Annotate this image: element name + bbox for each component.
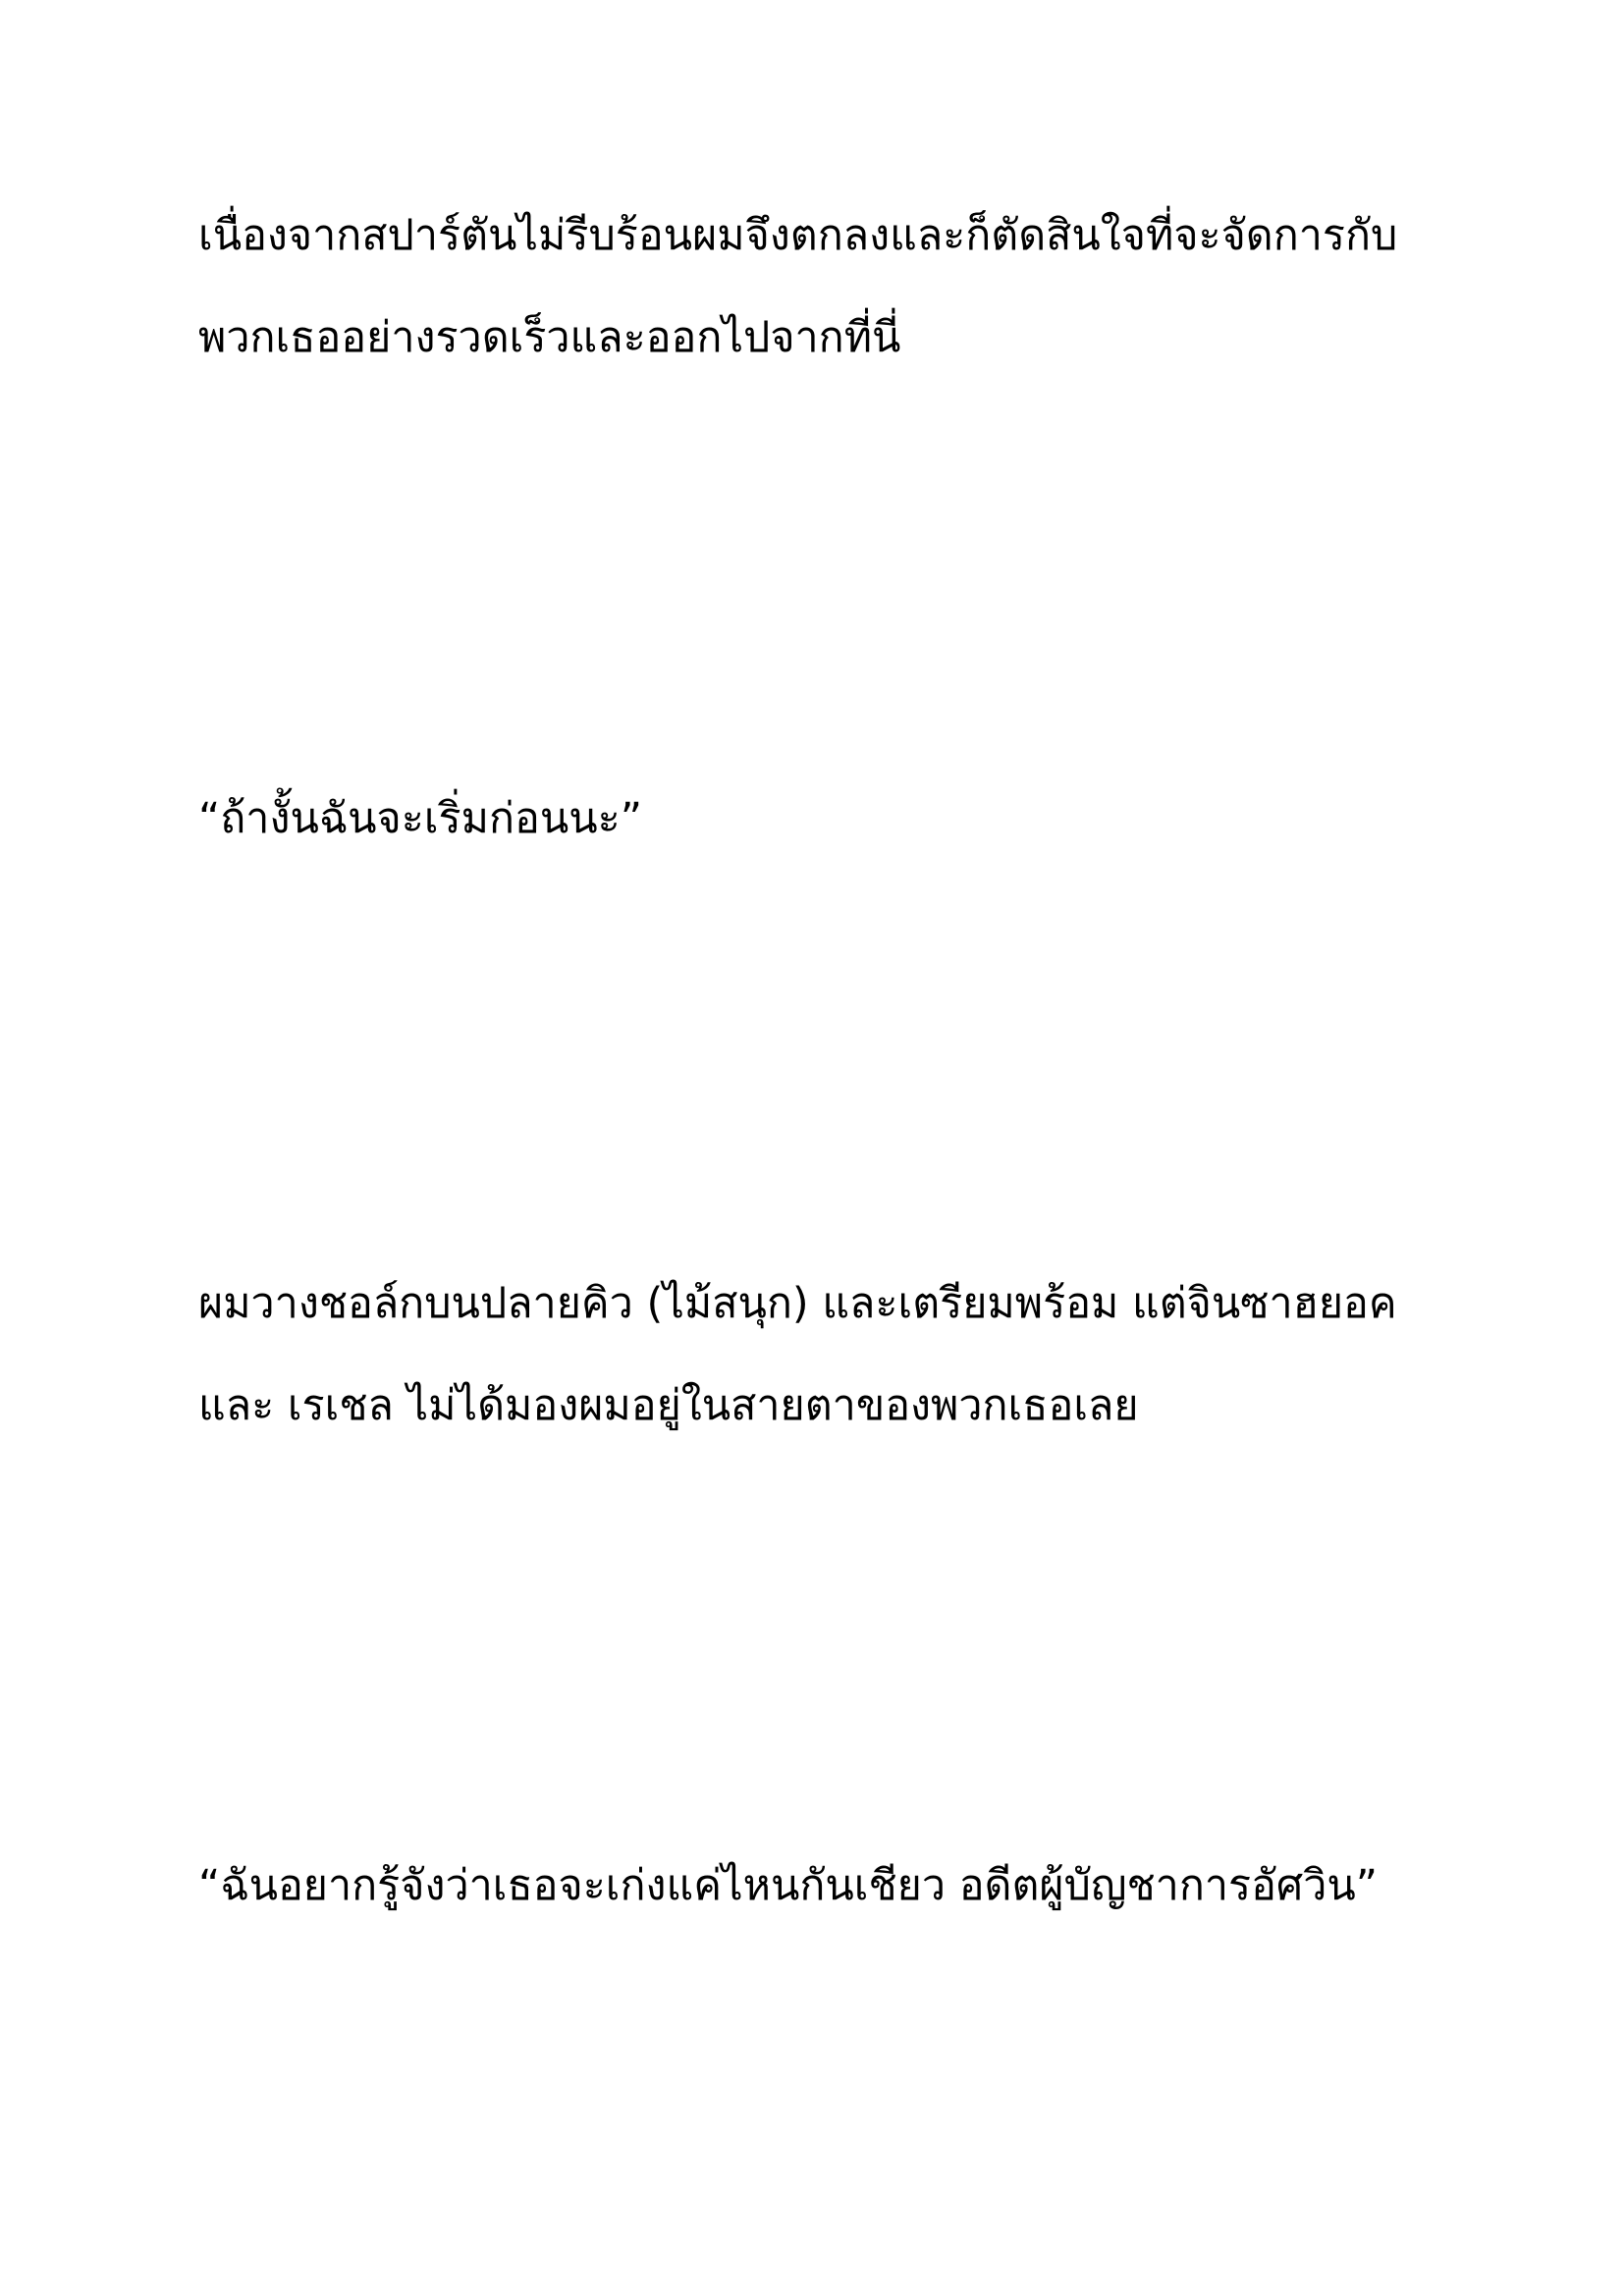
narration-paragraph — [198, 185, 1435, 389]
text-line: เนื่องจากสปาร์ตันไม่รีบร้อนผมจึงตกลงและก็ตัดสินใจที่จะจัดการกับ — [198, 211, 1398, 260]
text-line: ผมวางชอล์กบนปลายคิว (ไม้สนุก) และเตรียมพร้อม แต่จินซาฮยอค — [198, 1279, 1397, 1328]
narration-paragraph — [198, 1253, 1435, 1457]
text-line: “ถ้างั้นฉันจะเริ่มก่อนนะ” — [198, 794, 642, 843]
dialogue-paragraph — [198, 1835, 1435, 1937]
dialogue-paragraph — [198, 768, 1435, 870]
text-line: และ เรเชล ไม่ได้มองผมอยู่ในสายตาของพวกเธอเลย — [198, 1381, 1139, 1430]
text-line: “ฉันอยากรู้จังว่าเธอจะเก่งแค่ไหนกันเชียว อดีตผู้บัญชาการอัศวิน” — [198, 1861, 1379, 1910]
text-line: พวกเธออย่างรวดเร็วและออกไปจากที่นี่ — [198, 313, 901, 362]
